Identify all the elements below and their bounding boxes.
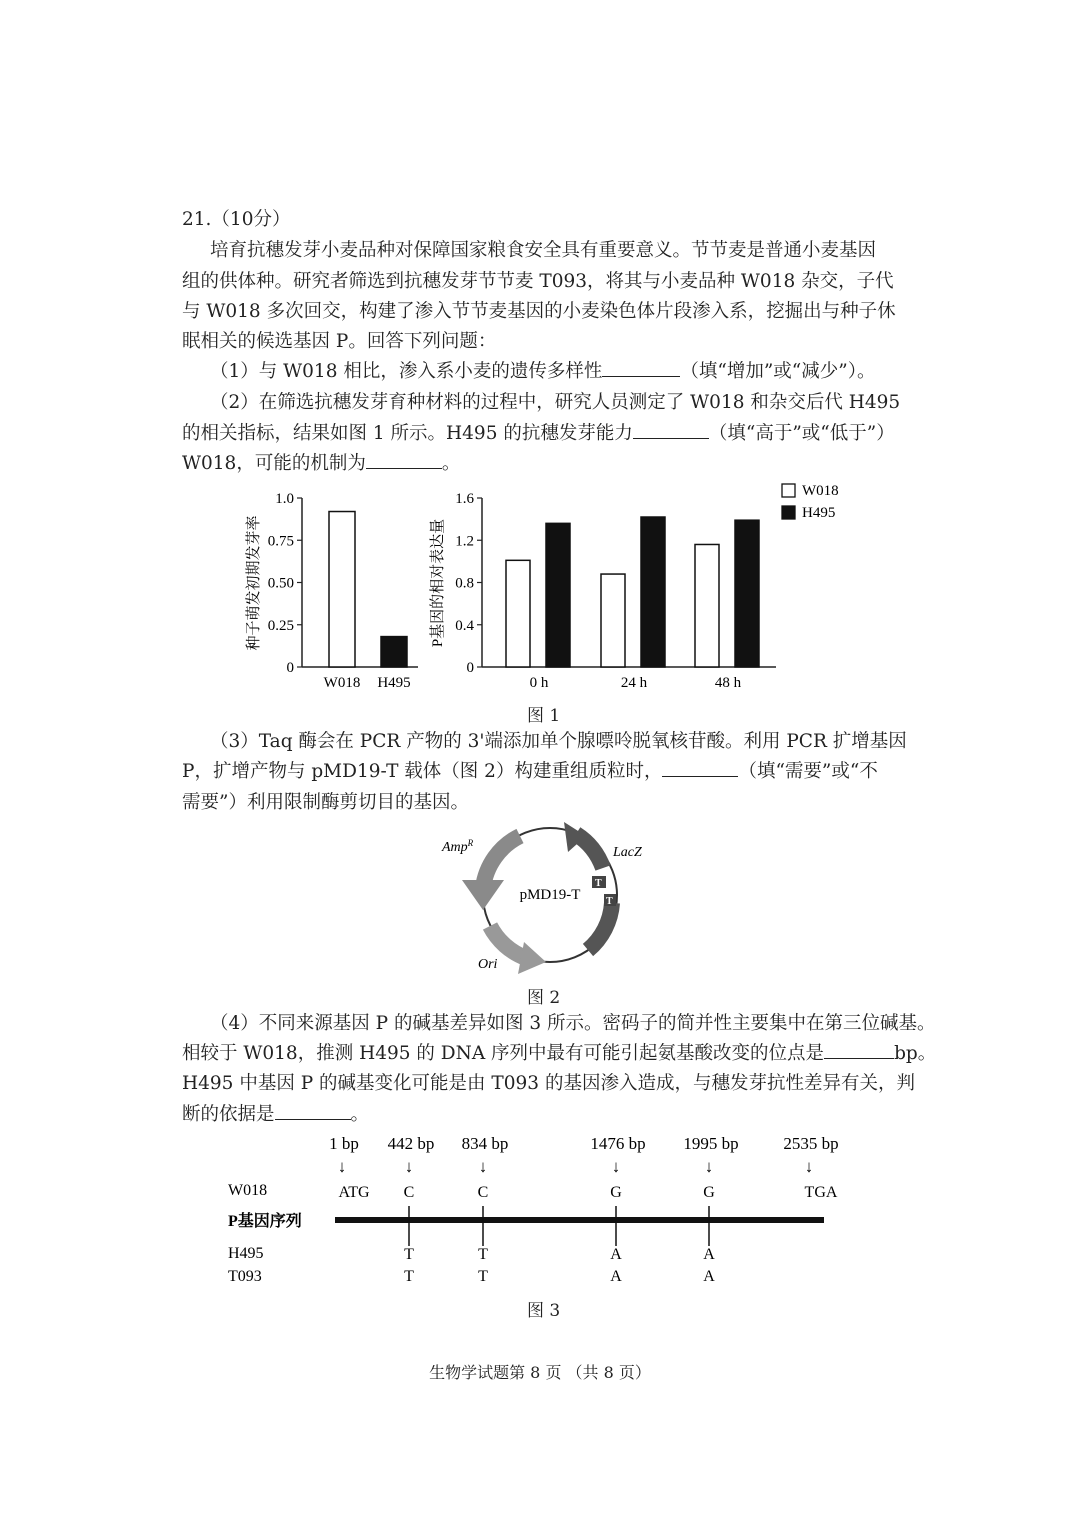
amp-label: Amp$^R$ <box>442 838 474 855</box>
q4-line-2 <box>182 1039 936 1069</box>
chart2-bar-w018-2 <box>695 544 719 667</box>
q4-answer-blank-2[interactable] <box>275 1101 351 1120</box>
position-arrow-icon: ↓ <box>404 1157 414 1176</box>
t093-base: A <box>610 1268 622 1285</box>
position-label: 442 bp <box>387 1134 435 1153</box>
q4-text-unit: bp。 <box>894 1043 937 1064</box>
w018-base: G <box>610 1184 622 1201</box>
q2-text-3: W018，可能的机制为 <box>182 453 366 474</box>
position-label: 1995 bp <box>683 1134 739 1153</box>
chart2-bar-w018-1 <box>601 574 625 667</box>
q3-text: P，扩增产物与 pMD19-T 载体（图 2）构建重组质粒时， <box>182 761 663 782</box>
q4-text-4-after: 。 <box>350 1104 370 1125</box>
chart2-ytick-label: 0 <box>466 660 474 676</box>
h495-base: T <box>478 1246 488 1263</box>
chart2-ytick-label: 0.4 <box>455 617 474 634</box>
w018-base: C <box>403 1184 415 1201</box>
q1-answer-blank[interactable] <box>602 358 680 377</box>
lacz-arc-2 <box>588 903 612 950</box>
h495-base: A <box>703 1246 715 1263</box>
row-label-t093: T093 <box>228 1268 262 1285</box>
chart2-ytick-label: 1.2 <box>455 533 474 550</box>
position-arrow-icon: ↓ <box>337 1157 347 1176</box>
w018-base: C <box>477 1184 489 1201</box>
q1-line <box>210 357 875 387</box>
chart2-xtick-label: 48 h <box>714 675 742 691</box>
row-label-h495: H495 <box>228 1245 264 1262</box>
q3-text-after: （填“需要”或“不 <box>738 761 878 782</box>
t093-base: A <box>703 1268 715 1285</box>
q4-text: 相较于 W018，推测 H495 的 DNA 序列中最有可能引起氨基酸改变的位点是 <box>182 1043 825 1064</box>
q4-answer-blank-1[interactable] <box>824 1040 894 1059</box>
chart2-ylabel: P基因的相对表达量 <box>430 518 446 648</box>
page-footer: 生物学试题第 8 页 （共 8 页） <box>429 1363 651 1382</box>
figure-2-plasmid <box>438 818 668 978</box>
q1-text: （1）与 W018 相比，渗入系小麦的遗传多样性 <box>210 361 603 382</box>
q4-line-1: （4）不同来源基因 P 的碱基差异如图 3 所示。密码子的简并性主要集中在第三位碱基。 <box>210 1013 936 1034</box>
chart2-xtick-label: 0 h <box>529 675 549 691</box>
q4-line-4 <box>182 1100 369 1130</box>
intro-line-1: 培育抗穗发芽小麦品种对保障国家粮食安全具有重要意义。节节麦是普通小麦基因 <box>210 240 877 261</box>
chart2-ytick-label: 0.8 <box>455 575 474 592</box>
chart1-bar-w018 <box>329 512 355 667</box>
q2-line-2 <box>182 419 895 449</box>
position-arrow-icon: ↓ <box>704 1157 714 1176</box>
plasmid-name: pMD19-T <box>519 887 581 903</box>
position-arrow-icon: ↓ <box>611 1157 621 1176</box>
q2-line-1: （2）在筛选抗穗发芽育种材料的过程中，研究人员测定了 W018 和杂交后代 H495 <box>210 392 901 413</box>
legend-swatch-w018 <box>782 484 795 497</box>
figure-1-caption: 图 1 <box>527 706 561 726</box>
h495-base: T <box>404 1246 414 1263</box>
q1-text-after: （填“增加”或“减少”）。 <box>680 361 876 382</box>
t093-base: T <box>404 1268 414 1285</box>
intro-line-3: 与 W018 多次回交，构建了渗入节节麦基因的小麦染色体片段渗入系，挖掘出与种子休 <box>182 301 896 322</box>
chart2-bar-h495-1 <box>641 517 665 667</box>
position-arrow-icon: ↓ <box>478 1157 488 1176</box>
chart1-xtick-label: H495 <box>377 675 411 691</box>
legend-swatch-h495 <box>782 506 795 519</box>
t-mark-1: T <box>595 878 602 889</box>
figure-3-sequence <box>220 1128 900 1288</box>
chart1-ytick-label: 0.25 <box>267 617 294 634</box>
chart2-bar-w018-0 <box>506 560 530 667</box>
q2-text: 的相关指标，结果如图 1 所示。H495 的抗穗发芽能力 <box>182 423 633 444</box>
t-mark-2: T <box>606 896 613 907</box>
chart1-ytick-label: 0 <box>286 660 294 676</box>
chart1-ytick-label: 0.50 <box>267 575 294 592</box>
q3-line-2 <box>182 757 878 787</box>
q3-line-1: （3）Taq 酶会在 PCR 产物的 3'端添加单个腺嘌呤脱氧核苷酸。利用 PCR 扩增基因 <box>210 731 907 752</box>
figure-2-caption: 图 2 <box>527 988 561 1008</box>
ori-arrowhead <box>518 942 546 974</box>
chart2-ytick-label: 1.6 <box>455 491 474 507</box>
intro-line-4: 眠相关的候选基因 P。回答下列问题： <box>182 331 497 352</box>
t093-base: T <box>478 1268 488 1285</box>
chart2-bar-h495-2 <box>735 520 759 667</box>
q2-line-3 <box>182 449 460 479</box>
row-label-w018: W018 <box>228 1182 268 1199</box>
ori-arc <box>490 926 526 958</box>
question-number: 21.（10分） <box>182 209 291 230</box>
position-label: 834 bp <box>461 1134 509 1153</box>
chart2-xtick-label: 24 h <box>620 675 648 691</box>
chart2-bar-h495-0 <box>546 523 570 667</box>
chart1-xtick-label: W018 <box>323 675 361 691</box>
w018-base: G <box>703 1184 715 1201</box>
figure-3-caption: 图 3 <box>527 1301 561 1321</box>
q2-answer-blank-1[interactable] <box>633 420 709 439</box>
q2-text-after: （填“高于”或“低于”） <box>708 423 895 444</box>
q4-text-4: 断的依据是 <box>182 1104 275 1125</box>
legend-label-h495: H495 <box>802 505 836 521</box>
w018-base: TGA <box>804 1184 838 1201</box>
position-label: 1476 bp <box>590 1134 646 1153</box>
chart1-ytick-label: 0.75 <box>267 533 294 550</box>
position-label: 2535 bp <box>783 1134 839 1153</box>
chart1-ylabel: 种子萌发初期发芽率 <box>246 515 262 651</box>
chart1-ytick-label: 1.0 <box>275 491 294 507</box>
figure-1 <box>230 478 870 698</box>
legend-label-w018: W018 <box>802 483 839 499</box>
q3-answer-blank[interactable] <box>662 758 738 777</box>
q2-answer-blank-2[interactable] <box>366 450 442 469</box>
w018-base: ATG <box>338 1184 370 1201</box>
position-label: 1 bp <box>329 1134 359 1153</box>
h495-base: A <box>610 1246 622 1263</box>
ori-label: Ori <box>478 957 498 972</box>
lacz-label: LacZ <box>613 845 642 860</box>
amp-arrowhead <box>462 880 504 910</box>
intro-line-2: 组的供体种。研究者筛选到抗穗发芽节节麦 T093，将其与小麦品种 W018 杂交，子代 <box>182 271 894 292</box>
chart1-bar-h495 <box>381 637 407 667</box>
row-label-gene: P基因序列 <box>228 1213 302 1230</box>
position-arrow-icon: ↓ <box>804 1157 814 1176</box>
q2-text-3-after: 。 <box>441 453 461 474</box>
q4-line-3: H495 中基因 P 的碱基变化可能是由 T093 的基因渗入造成，与穗发芽抗性差异有关，判 <box>182 1073 915 1094</box>
q3-line-3: 需要”）利用限制酶剪切目的基因。 <box>182 792 469 813</box>
